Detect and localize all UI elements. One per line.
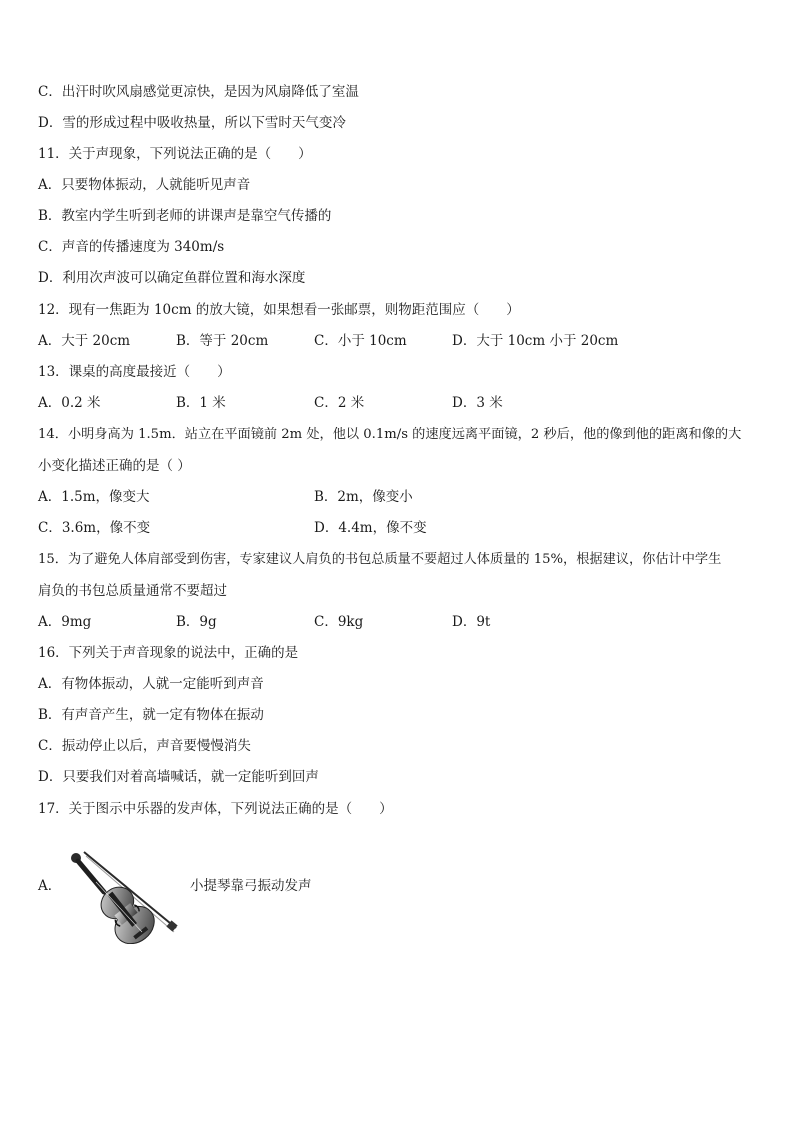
question-10-option-d: D．雪的形成过程中吸收热量，所以下雪时天气变冷: [38, 115, 346, 131]
question-15-option-a: A．9mg: [38, 614, 92, 630]
question-14-option-b: B．2m，像变小: [314, 489, 413, 505]
question-11-option-b: B．教室内学生听到老师的讲课声是靠空气传播的: [38, 208, 332, 224]
question-11-option-a: A．只要物体振动，人就能听见声音: [38, 177, 251, 193]
question-11-stem: 11．关于声现象，下列说法正确的是（ ）: [38, 146, 312, 162]
question-16-option-a: A．有物体振动，人就一定能听到声音: [38, 676, 264, 692]
question-12-stem: 12．现有一焦距为 10cm 的放大镜，如果想看一张邮票，则物距范围应（ ）: [38, 302, 520, 318]
question-13-stem: 13．课桌的高度最接近（ ）: [38, 364, 231, 380]
question-11-option-c: C．声音的传播速度为 340m/s: [38, 239, 225, 255]
question-16-option-d: D．只要我们对着高墙喊话，就一定能听到回声: [38, 769, 319, 785]
question-15-stem-line-1: 15．为了避免人体肩部受到伤害，专家建议人肩负的书包总质量不要超过人体质量的 15%，根据建议，你估计中学生: [38, 552, 722, 567]
question-13-option-d: D．3 米: [452, 395, 503, 411]
question-14-option-a: A．1.5m，像变大: [38, 489, 150, 505]
question-14-stem-line-1: 14．小明身高为 1.5m．站立在平面镜前 2m 处，他以 0.1m/s 的速度远离平面镜，2 秒后，他的像到他的距离和像的大: [38, 427, 742, 442]
question-13-option-a: A．0.2 米: [38, 395, 101, 411]
question-16-option-c: C．振动停止以后，声音要慢慢消失: [38, 738, 251, 754]
question-12-option-d: D．大于 10cm 小于 20cm: [452, 333, 619, 349]
question-12-option-a: A．大于 20cm: [38, 333, 131, 349]
question-12-option-c: C．小于 10cm: [314, 333, 407, 349]
question-15-option-c: C．9kg: [314, 614, 364, 630]
question-12-option-b: B．等于 20cm: [176, 333, 269, 349]
question-11-option-d: D．利用次声波可以确定鱼群位置和海水深度: [38, 270, 306, 286]
question-15-stem-line-2: 肩负的书包总质量通常不要超过: [38, 583, 227, 599]
question-13-option-b: B．1 米: [176, 395, 226, 411]
question-17-option-a-label: A．: [38, 878, 62, 894]
question-14-option-c: C．3.6m，像不变: [38, 520, 151, 536]
question-16-stem: 16．下列关于声音现象的说法中，正确的是: [38, 645, 299, 661]
violin-image: [62, 848, 182, 944]
question-17-stem: 17．关于图示中乐器的发声体，下列说法正确的是（ ）: [38, 801, 393, 817]
question-14-option-d: D．4.4m，像不变: [314, 520, 427, 536]
question-13-option-c: C．2 米: [314, 395, 365, 411]
question-14-stem-line-2: 小变化描述正确的是（ ）: [38, 458, 191, 474]
question-16-option-b: B．有声音产生，就一定有物体在振动: [38, 707, 264, 723]
question-15-option-d: D．9t: [452, 614, 491, 630]
question-17-option-a-text: 小提琴靠弓振动发声: [190, 878, 312, 894]
question-10-option-c: C．出汗时吹风扇感觉更凉快，是因为风扇降低了室温: [38, 84, 359, 100]
question-15-option-b: B．9g: [176, 614, 217, 630]
